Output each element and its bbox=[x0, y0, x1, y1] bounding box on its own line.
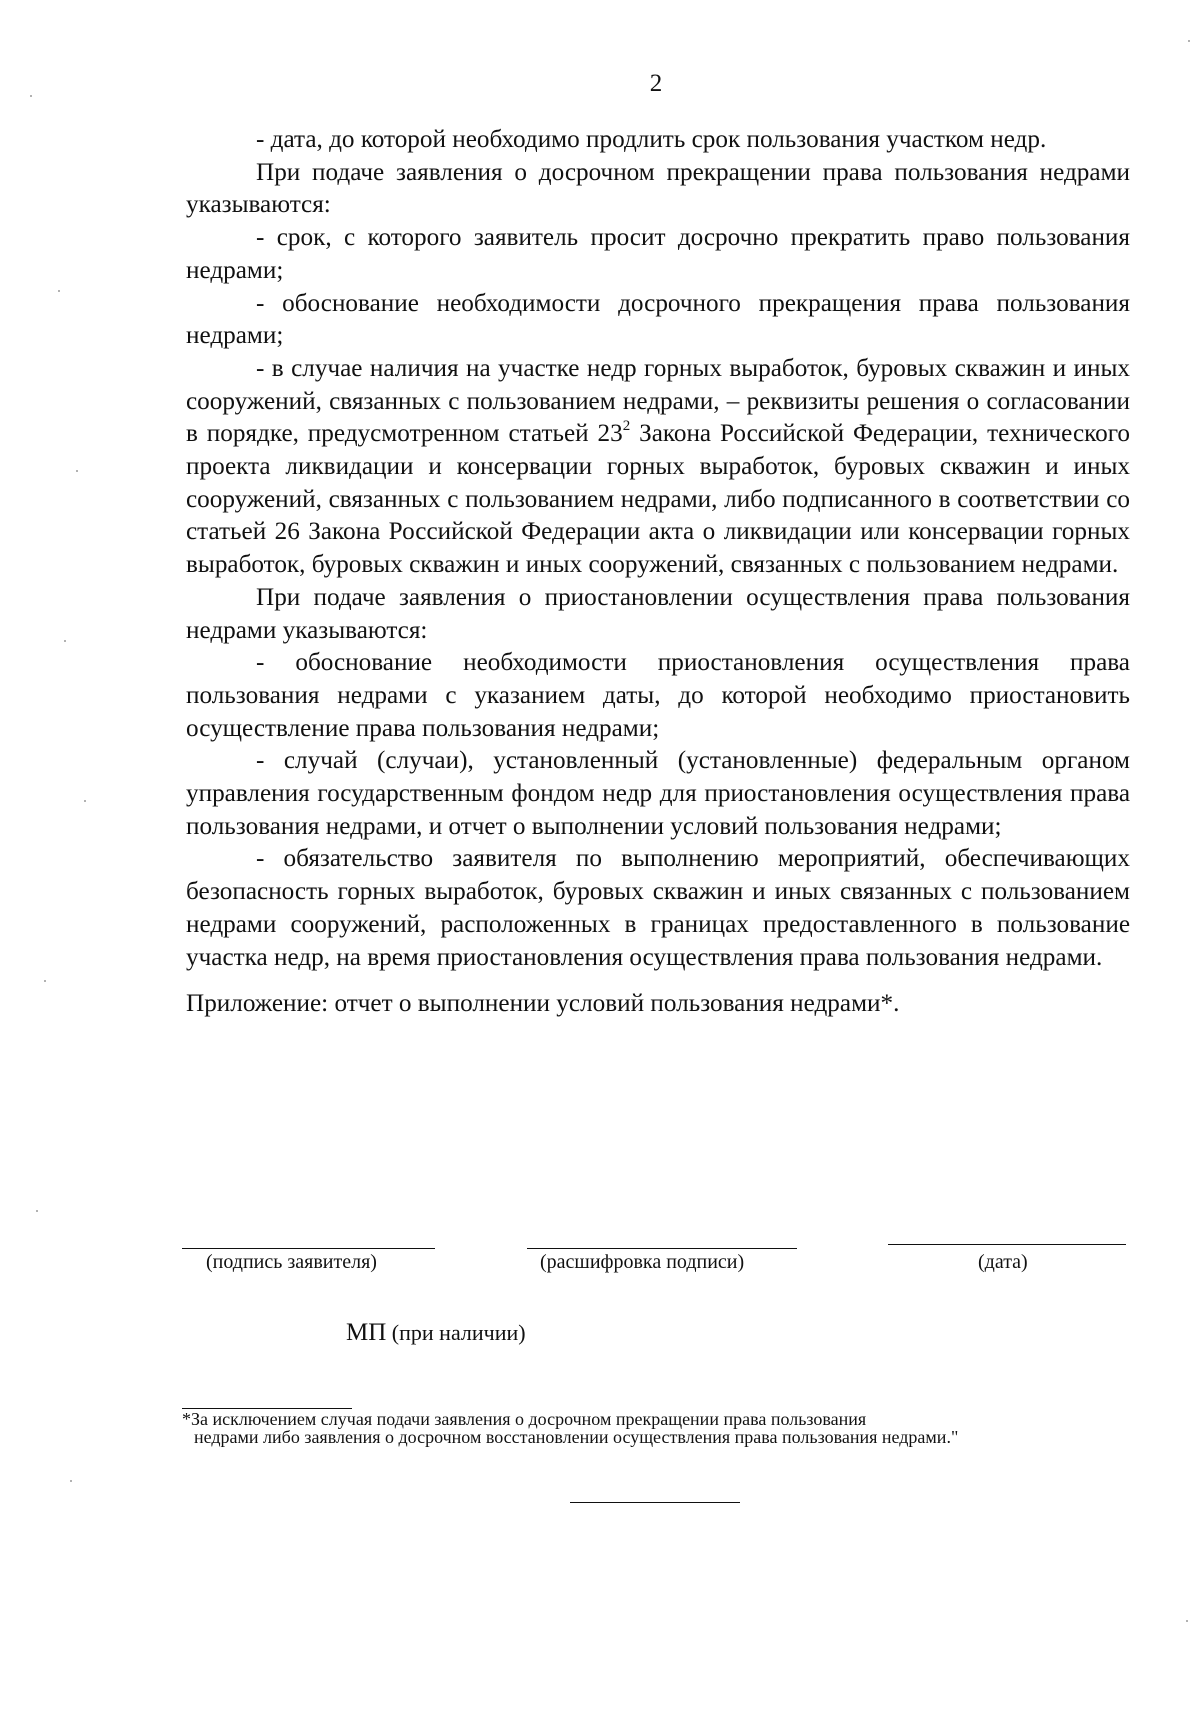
paragraph: - обоснование необходимости приостановления осуществления права пользования недрами с указанием даты, до которой необходимо приостановить осуществление права пользования недрами; bbox=[186, 649, 1130, 742]
scan-speck bbox=[84, 800, 86, 802]
mp-note: (при наличии) bbox=[391, 1320, 526, 1345]
footnote-continuation: недрами либо заявления о досрочном восстановлении осуществления права пользования недрами." bbox=[194, 1427, 959, 1447]
seal-placeholder bbox=[346, 1319, 526, 1347]
superscript-article-number: 2 bbox=[622, 417, 631, 434]
paragraph: - срок, с которого заявитель просит досрочно прекратить право пользования недрами; bbox=[186, 224, 1130, 284]
page-number: 2 bbox=[649, 70, 663, 97]
paragraph: - дата, до которой необходимо продлить срок пользования участком недр. bbox=[256, 126, 1047, 153]
footnote-line: *За исключением случая подачи заявления о досрочном прекращении права пользования bbox=[182, 1409, 867, 1429]
decoding-label: (расшифровка подписи) bbox=[540, 1251, 745, 1273]
mp-label: МП bbox=[346, 1319, 387, 1346]
date-line bbox=[888, 1244, 1126, 1245]
decoding-line bbox=[527, 1248, 797, 1249]
paragraph: - случай (случаи), установленный (установленные) федеральным органом управления государственным фондом недр для приостановления осуществления права пользования недрами, и отчет о выполнении условий пользования недрами; bbox=[186, 747, 1130, 840]
paragraph: - обоснование необходимости досрочного прекращения права пользования недрами; bbox=[186, 289, 1130, 350]
paragraph-text: - в случае наличия на участке недр горных выработок, буровых скважин и иных сооружений, связанных с пользованием недрами, – реквизиты решения о согласовании в порядке, предусмотренном статьей 23 bbox=[186, 354, 1130, 448]
scan-speck bbox=[70, 1480, 72, 1482]
paragraph-text: Закона Российской Федерации, технического проекта ликвидации и консервации горных выработок, буровых скважин и иных сооружений, связанных с пользованием недрами, либо подписанного в соответствии со статьей 26 Закона Российской Федерации акта о ликвидации или консервации горных выработок, буровых скважин и иных сооружений, связанных с пользованием недрами. bbox=[186, 420, 1131, 579]
date-label: (дата) bbox=[978, 1251, 1028, 1273]
signature-line bbox=[182, 1248, 435, 1249]
paragraph: При подаче заявления о приостановлении осуществления права пользования недрами указываются: bbox=[186, 583, 1130, 644]
footnote bbox=[182, 1410, 1128, 1446]
scan-speck bbox=[64, 640, 66, 642]
paragraph: - обязательство заявителя по выполнению мероприятий, обеспечивающих безопасность горных выработок, буровых скважин и иных связанных с пользованием недрами сооружений, расположенных в границах предоставленного в пользование участка недр, на время приостановления осуществления права пользования недрами. bbox=[186, 845, 1130, 971]
document-body bbox=[186, 124, 1130, 1021]
scan-speck bbox=[58, 290, 60, 292]
scan-speck bbox=[76, 470, 78, 472]
paragraph: При подаче заявления о досрочном прекращении права пользования недрами указываются: bbox=[186, 158, 1130, 219]
paragraph bbox=[186, 353, 1130, 582]
scan-speck bbox=[30, 95, 32, 97]
scan-speck bbox=[1188, 40, 1190, 42]
scan-speck bbox=[1186, 1620, 1188, 1622]
end-of-document-line bbox=[570, 1502, 740, 1503]
scan-speck bbox=[44, 980, 46, 982]
scan-speck bbox=[36, 1210, 38, 1212]
attachment-line: Приложение: отчет о выполнении условий пользования недрами*. bbox=[186, 990, 900, 1018]
signature-label: (подпись заявителя) bbox=[206, 1251, 377, 1273]
